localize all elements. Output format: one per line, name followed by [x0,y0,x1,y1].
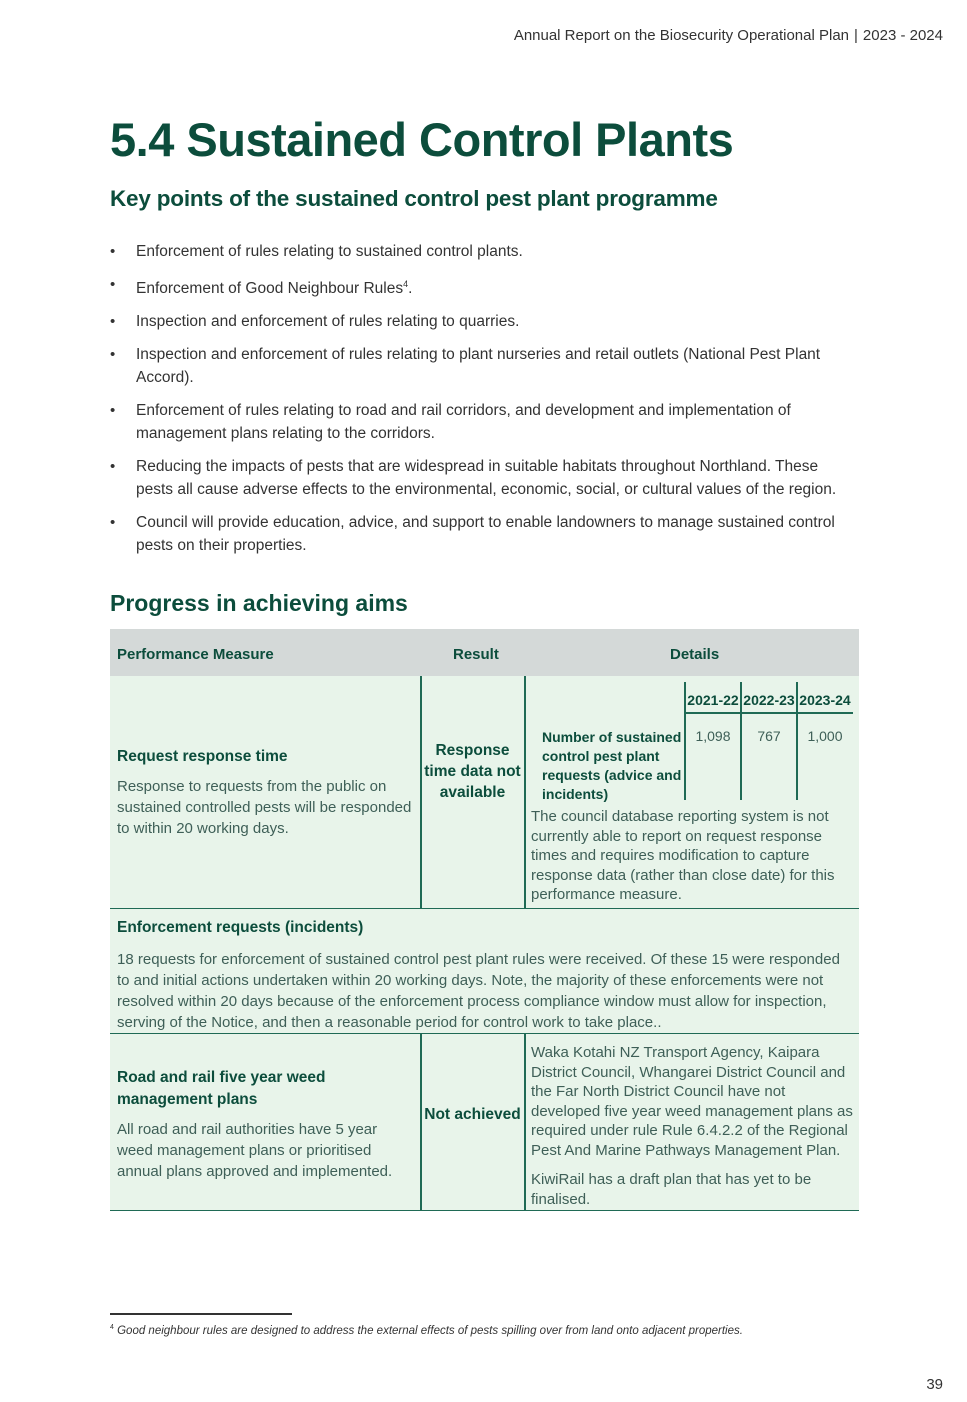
page-number: 39 [926,1376,943,1393]
report-title: Annual Report on the Biosecurity Operational Plan [513,27,850,44]
column-divider [524,676,526,908]
enforcement-body: 18 requests for enforcement of sustained control pest plant rules were received. Of these 15 were responded to and initial actions undertaken within 20 working days. Note, the majority of these enforcements were not resolved within 20 days because of the enforcement process compliance window must allow for inspection, serving of the Notice, and then a reasonable period for control work to take place.. [117,951,840,1031]
bullet-text: Enforcement of rules relating to road and rail corridors, and development and implementation of management plans relating to the corridors. [136,402,791,443]
measure-cell [117,746,417,839]
result-cell: Not achieved [424,1106,521,1123]
bullet-text: Enforcement of Good Neighbour Rules [136,280,404,298]
footnote [110,1324,743,1337]
page-title: 5.4 Sustained Control Plants [110,113,734,166]
bullet-text: Enforcement of rules relating to sustained control plants. [136,243,523,260]
count-label: Number of sustained control pest plant requests (advice and incidents) [542,729,682,802]
table-header-row [110,629,859,676]
bullet-icon: • [110,276,116,293]
bullet-text: Reducing the impacts of pests that are widespread in suitable habitats throughout Northland. These pests all cause adverse effects to the environmental, economic, social, or cultural values of the region. [136,458,837,499]
measure-cell [117,1067,417,1182]
request-count-table [542,682,854,802]
list-item [110,399,850,445]
bullet-text-end: . [408,280,413,298]
measure-description: Response to requests from the public on sustained controlled pests will be responded to within 20 working days. [117,778,412,837]
enforcement-title: Enforcement requests (incidents) [117,919,364,936]
measure-description: All road and rail authorities have 5 year weed management plans or prioritised annual plans approved and implemented. [117,1121,393,1180]
key-points-heading: Key points of the sustained control pest plant programme [110,186,718,211]
year-header: 2023-24 [799,692,851,708]
footnote-mark: 4 [110,1324,114,1331]
details-cell [531,1043,853,1219]
progress-heading: Progress in achieving aims [110,590,408,616]
header-details: Details [670,646,720,663]
report-years: 2023 - 2024 [862,27,943,44]
year-header: 2022-23 [743,692,795,708]
header-measure: Performance Measure [117,646,274,663]
list-item [110,343,850,389]
table-row [110,909,859,1034]
result-cell: Response time data not available [424,742,521,801]
header-separator: | [854,27,858,44]
progress-table [110,629,859,1211]
bullet-text: Council will provide education, advice, and support to enable landowners to manage sustained control pests on their properties. [136,514,835,555]
year-header: 2021-22 [687,692,739,708]
list-item [110,310,850,333]
bullet-icon: • [110,458,116,476]
list-item [110,273,850,300]
inner-header-rule [686,712,853,714]
list-item [110,511,850,557]
bullet-icon: • [110,346,116,364]
running-header [514,27,943,44]
count-value: 1,098 [695,728,731,744]
bullet-icon: • [110,243,116,260]
footnote-divider [110,1313,292,1315]
list-item [110,455,850,501]
details-text: Waka Kotahi NZ Transport Agency, Kaipara District Council, Whangarei District Council and the Far North District Council have not developed five year weed management plans as required under rule Rule 6.4.2.2 of the Regional Pest And Marine Pathways Management Plan. [531,1044,853,1159]
details-text: KiwiRail has a draft plan that has yet to be finalised. [531,1171,812,1208]
bullet-text: Inspection and enforcement of rules relating to plant nurseries and retail outlets (National Pest Plant Accord). [136,346,821,387]
column-divider [524,1034,526,1210]
bullet-icon: • [110,514,116,532]
count-value: 767 [757,728,781,744]
footnote-text: Good neighbour rules are designed to address the external effects of pests spilling over from land onto adjacent properties. [117,1324,743,1337]
details-cell [531,807,853,915]
key-points-list [110,240,850,567]
count-value: 1,000 [807,728,843,744]
table-row [110,1034,859,1211]
header-result: Result [453,646,499,663]
bullet-text: Inspection and enforcement of rules relating to quarries. [136,313,520,331]
bullet-icon: • [110,402,116,420]
list-item [110,240,850,263]
bullet-icon: • [110,313,116,331]
table-row [110,676,859,909]
details-text: The council database reporting system is not currently able to report on request response times and requires modification to capture response data (rather than close date) for this performance measure. [531,808,835,903]
footnote-ref[interactable]: 4 [403,279,409,289]
measure-title: Road and rail five year weed management plans [117,1069,326,1108]
measure-title: Request response time [117,748,288,765]
